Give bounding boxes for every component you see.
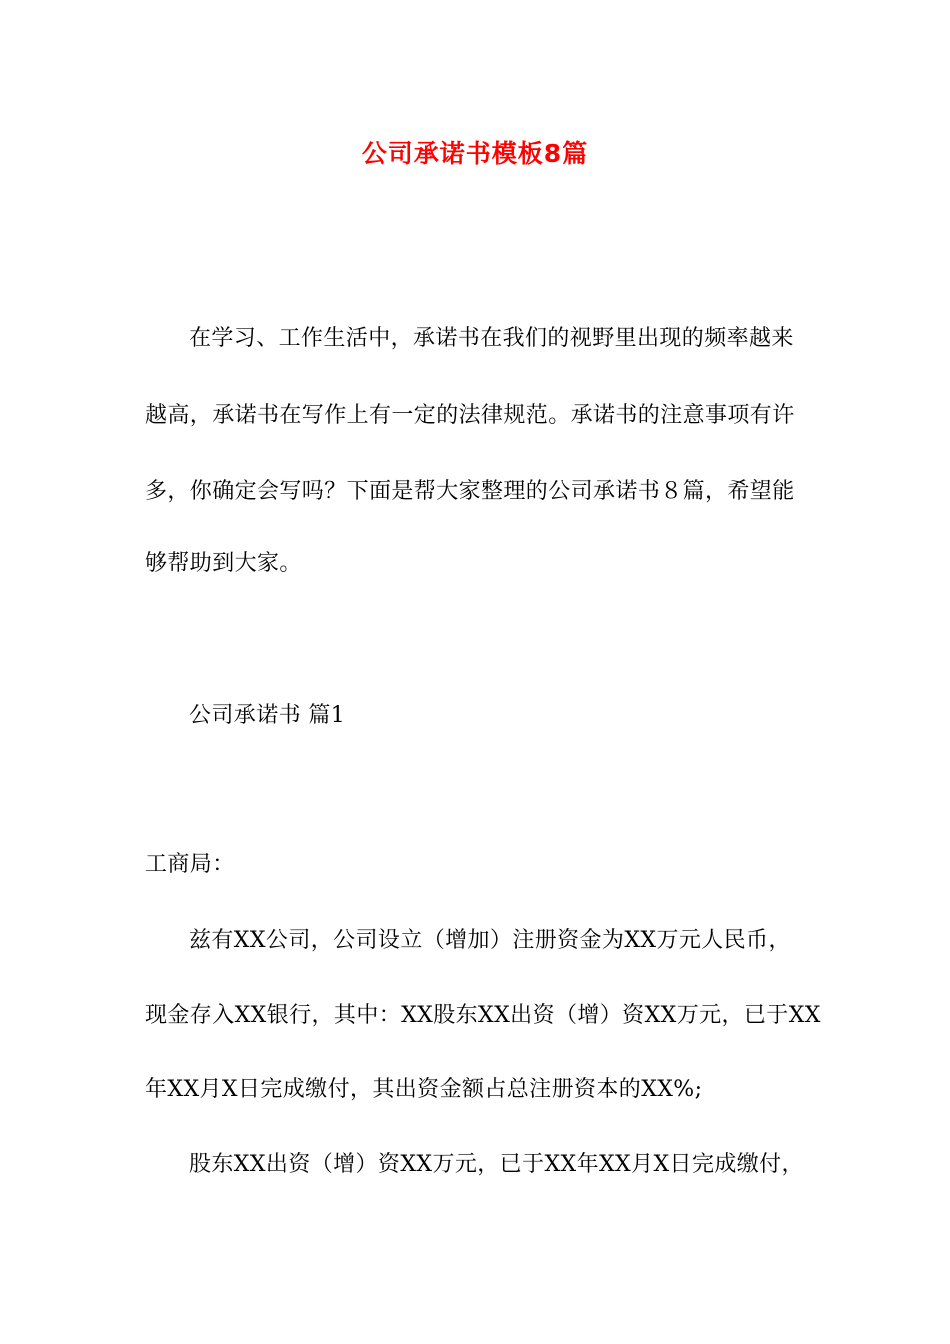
intro-line-2: 越高，承诺书在写作上有一定的法律规范。承诺书的注意事项有许: [145, 403, 795, 428]
intro-line-4: 够帮助到大家。: [145, 551, 302, 576]
section-heading: 公司承诺书 篇1: [189, 703, 346, 728]
body-line-4: 股东XX出资（增）资XX万元，已于XX年XX月X日完成缴付，: [189, 1152, 804, 1177]
salutation: 工商局：: [145, 852, 235, 877]
body-line-1: 兹有XX公司，公司设立（增加）注册资金为XX万元人民币，: [189, 928, 791, 953]
body-line-2: 现金存入XX银行，其中：XX股东XX出资（增）资XX万元，已于XX: [145, 1003, 821, 1028]
intro-line-1: 在学习、工作生活中，承诺书在我们的视野里出现的频率越来: [189, 326, 794, 351]
intro-line-3: 多，你确定会写吗？下面是帮大家整理的公司承诺书８篇，希望能: [145, 479, 795, 504]
document-title: 公司承诺书模板8篇: [361, 139, 589, 168]
body-line-3: 年XX月X日完成缴付，其出资金额占总注册资本的XX%;: [145, 1077, 703, 1102]
